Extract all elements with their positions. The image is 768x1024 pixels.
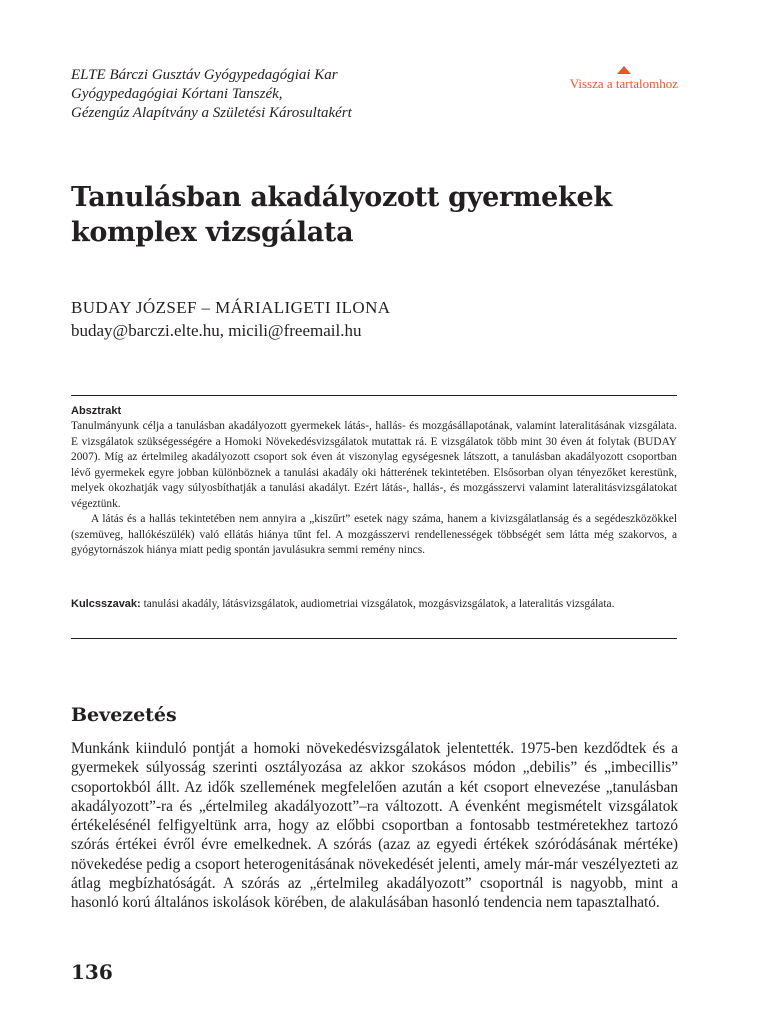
article-title <box>71 180 691 250</box>
keywords-text: tanulási akadály, látásvizsgálatok, audiometriai vizsgálatok, mozgásvizsgálatok, a lateralitás vizsgálata. <box>140 598 615 610</box>
keywords-block <box>71 596 677 613</box>
affiliation-line: Gézengúz Alapítvány a Születési Károsultakért <box>71 105 352 121</box>
affiliation-line: ELTE Bárczi Gusztáv Gyógypedagógiai Kar <box>71 67 338 83</box>
back-to-contents-link[interactable] <box>570 66 678 92</box>
article-authors: BUDAY JÓZSEF – MÁRIALIGETI ILONA <box>71 298 391 317</box>
abstract-bottom-divider <box>71 638 677 639</box>
author-emails: buday@barczi.elte.hu, micili@freemail.hu <box>71 321 362 340</box>
keywords-label: Kulcsszavak: <box>71 598 141 610</box>
introduction-body <box>71 739 678 913</box>
abstract-block <box>71 404 677 559</box>
body-paragraph: Munkánk kiinduló pontját a homoki növekedésvizsgálatok jelentették. 1975-ben kezdődtek és a gyermekek súlyosság szerinti osztályozása az akkor szokásos módon „debilis” és „imbecillis” csoportokból állt. Az idők szellemének megfelelően azután a két csoport elnevezése „tanulásban akadályozott”-ra és „értelmileg akadályozott”–ra változott. A évenként megismételt vizsgálatok értékelésénél felfigyeltünk arra, hogy az előbbi csoportban a fontosabb testméretekhez tartozó szórás értékei évről évre emelkednek. A szórás (azaz az egyedi értékek szóródásának mértéke) növekedése pedig a csoport heterogenitásának növekedését jelenti, amely már-már veszélyezteti az átlag megbízhatóságát. A szórás az „értelmileg akadályozott” csoportnál is nagyobb, mint a hasonló korú általános iskolások körében, de alakulásában hasonló tendencia nem tapasztalható. <box>71 740 678 912</box>
title-line: Tanulásban akadályozott gyermekek <box>71 182 612 213</box>
affiliation-line: Gyógypedagógiai Kórtani Tanszék, <box>71 86 283 102</box>
abstract-paragraph: Tanulmányunk célja a tanulásban akadályozott gyermekek látás-, hallás- és mozgásállapotának, valamint lateralitásának vizsgálata. E vizsgálatok szükségességére a Homoki Növekedésvizsgálatok mutattak rá. E vizsgálatok több mint 30 éven át folytak (BUDAY 2007). Míg az értelmileg akadályozott csoport sok éven át viszonylag egységesnek látszott, a tanulásban akadályozott csoportban lévő gyermekek egyre jobban különböznek a tanulási akadály oki hátterének tekintetében. Elsősorban olyan tényezőket kerestünk, melyek okozhatják vagy súlyosbíthatják a tanulási akadályt. Ezért látás-, hallás-, és mozgásszervi valamint lateralitásvizsgálatokat végeztünk. <box>71 420 677 510</box>
abstract-paragraph: A látás és a hallás tekintetében nem annyira a „kiszűrt” esetek nagy száma, hanem a kivizsgálatlanság és a segédeszközökkel (szemüveg, hallókészülék) való ellátás hiánya tűnt fel. A mozgásszervi rendellenességek többségét sem látta még szakorvos, a gyógytornászok hiánya miatt pedig spontán javulásukra semmi remény nincs. <box>71 513 677 556</box>
back-to-contents-label: Vissza a tartalomhoz <box>569 76 678 91</box>
triangle-up-icon <box>617 66 631 74</box>
abstract-top-divider <box>71 395 677 396</box>
title-line: komplex vizsgálata <box>71 217 354 248</box>
page-number: 136 <box>71 960 113 984</box>
author-affiliation <box>71 66 501 123</box>
section-heading-introduction: Bevezetés <box>71 704 177 726</box>
abstract-heading: Absztrakt <box>71 405 122 417</box>
